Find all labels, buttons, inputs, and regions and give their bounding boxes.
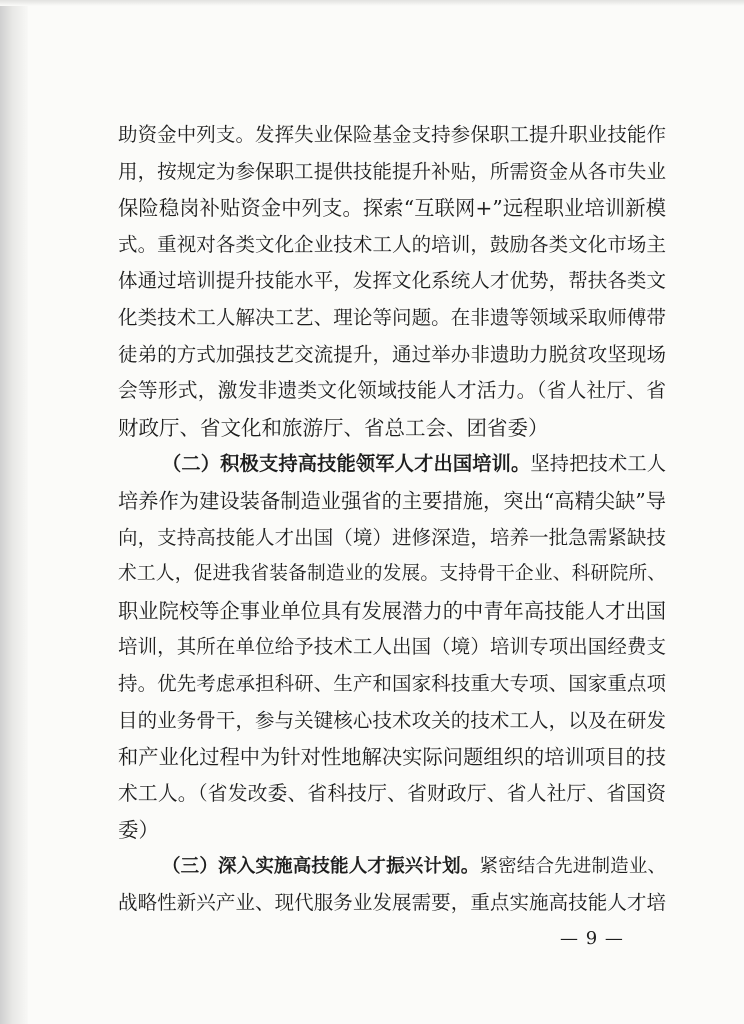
body-line: 目的业务骨干，参与关键核心技术攻关的技术工人，以及在研发: [118, 708, 666, 732]
scan-top-shadow: [0, 0, 744, 6]
body-line: 培养作为建设装备制造业强省的主要措施，突出“高精尖缺”导: [118, 488, 666, 513]
body-line: 用，按规定为参保职工提供技能提升补贴，所需资金从各市失业: [118, 159, 666, 183]
body-line: 会等形式，激发非遗类文化领域技能人才活力。（省人社厅、省: [118, 379, 666, 403]
body-line: 委）: [118, 818, 159, 843]
body-line: 持。优先考虑承担科研、生产和国家科技重大专项、国家重点项: [118, 671, 666, 695]
body-line: 助资金中列支。发挥失业保险基金支持参保职工提升职业技能作: [118, 123, 666, 146]
body-line: 徒弟的方式加强技艺交流提升，通过举办非遗助力脱贫攻坚现场: [118, 342, 666, 366]
body-line: 职业院校等企事业单位具有发展潜力的中青年高技能人才出国: [118, 598, 666, 623]
body-line: 体通过培训提升技能水平，发挥文化系统人才优势，帮扶各类文: [118, 269, 666, 293]
page-number: — 9 —: [560, 928, 624, 949]
body-line: 向，支持高技能人才出国（境）进修深造，培养一批急需紧缺技: [118, 525, 666, 549]
body-line: 式。重视对各类文化企业技术工人的培训，鼓励各类文化市场主: [118, 232, 666, 256]
body-line: 术工人，促进我省装备制造业的发展。支持骨干企业、科研院所、: [118, 563, 666, 585]
section-heading-line: （三）深入实施高技能人才振兴计划。紧密结合先进制造业、: [162, 855, 666, 877]
section-heading: （二）积极支持高技能领军人才出国培训。: [162, 452, 531, 476]
body-line: 培训，其所在单位给予技术工人出国（境）培训专项出国经费支: [118, 635, 666, 659]
section-heading: （三）深入实施高技能人才振兴计划。: [162, 855, 480, 877]
body-line: 术工人。（省发改委、省科技厅、省财政厅、省人社厅、省国资: [118, 781, 666, 805]
scan-edge-shadow: [0, 0, 28, 1024]
body-line: 和产业化过程中为针对性地解决实际问题组织的培训项目的技: [118, 745, 666, 770]
body-line: 保险稳岗补贴资金中列支。探索“互联网+”远程职业培训新模: [118, 196, 666, 221]
section-heading-line: （二）积极支持高技能领军人才出国培训。坚持把技术工人: [162, 452, 667, 476]
body-line: 战略性新兴产业、现代服务业发展需要，重点实施高技能人才培: [118, 891, 666, 915]
body-line: 财政厅、省文化和旅游厅、省总工会、团省委）: [118, 415, 549, 440]
body-line: 化类技术工人解决工艺、理论等问题。在非遗等领域采取师傅带: [118, 305, 666, 329]
document-body: [118, 117, 666, 922]
